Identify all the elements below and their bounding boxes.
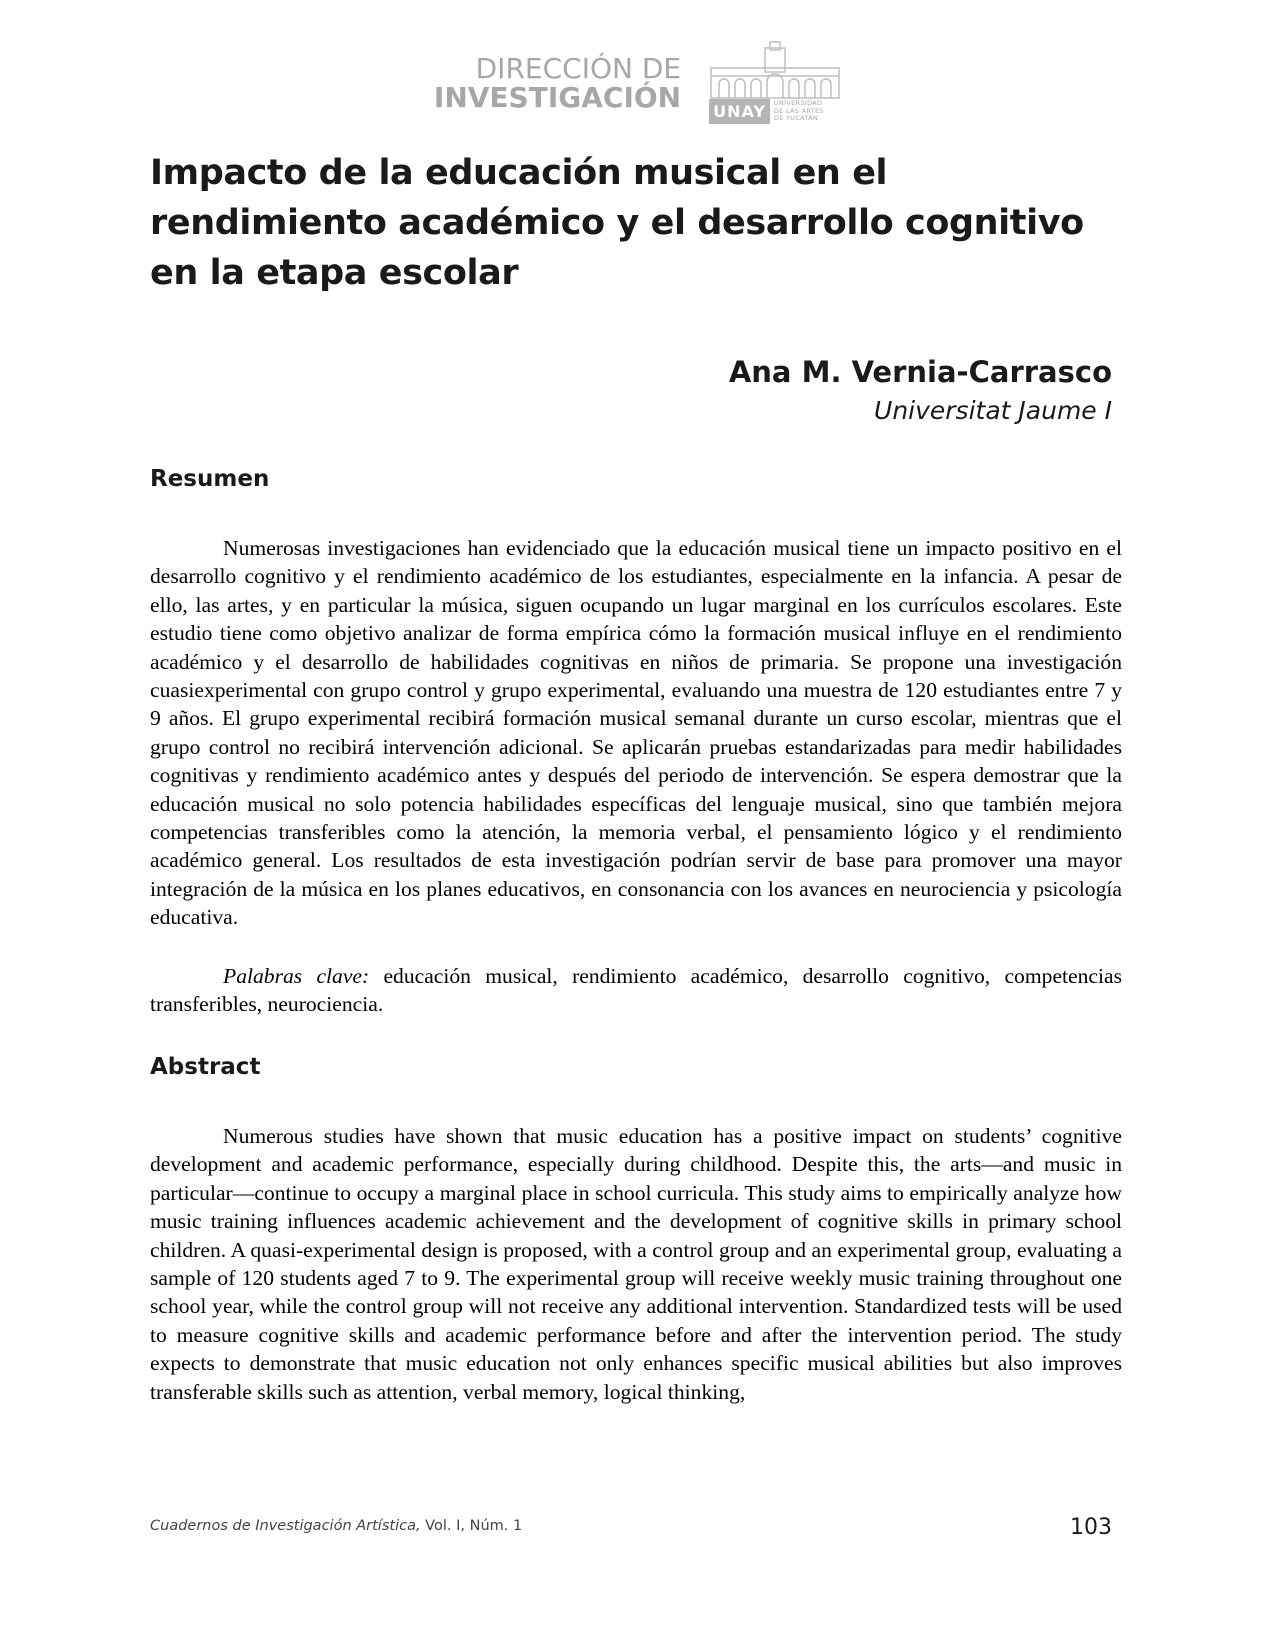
page-header [0, 40, 1275, 126]
abstract-paragraph [150, 1122, 1122, 1406]
keywords-text: educación musical, rendimiento académico, desarrollo cognitivo, competencias transferibles, neurociencia. [150, 964, 1122, 1017]
keywords-paragraph [150, 962, 1122, 1019]
article-title: Impacto de la educación musical en el rendimiento académico y el desarrollo cognitivo en la etapa escolar [150, 153, 1084, 293]
author-name: Ana M. Vernia-Carrasco [728, 355, 1112, 389]
journal-name: Cuadernos de Investigación Artística, [150, 1518, 421, 1534]
resumen-paragraph [150, 534, 1122, 932]
abstract-text: Numerous studies have shown that music education has a positive impact on students’ cognitive development and academic performance, especially during childhood. Despite this, the arts—and music in particular—continue to occupy a marginal place in school curricula. This study aims to empirically analyze how music training influences academic achievement and the development of cognitive skills in primary school children. A quasi-experimental design is proposed, with a control group and an experimental group, evaluating a sample of 120 students aged 7 to 9. The experimental group will receive weekly music training throughout one school year, while the control group will not receive any additional intervention. Standardized tests will be used to measure cognitive skills and academic performance before and after the intervention period. The study expects to demonstrate that music education not only enhances specific musical abilities but also improves transferable skills such as attention, verbal memory, logical thinking, [150, 1124, 1122, 1404]
journal-volume: Vol. I, Núm. 1 [420, 1518, 523, 1534]
keywords-label: Palabras clave: [223, 964, 370, 988]
header-line-2: INVESTIGACIÓN [433, 81, 682, 114]
resumen-text: Numerosas investigaciones han evidenciado que la educación musical tiene un impacto positivo en el desarrollo cognitivo y el rendimiento académico de los estudiantes, especialmente en la infancia. A pesar de ello, las artes, y en particular la música, siguen ocupando un lugar marginal en los currículos escolares. Este estudio tiene como objetivo analizar de forma empírica cómo la formación musical influye en el rendimiento académico y el desarrollo de habilidades cognitivas en niños de primaria. Se propone una investigación cuasiexperimental con grupo control y grupo experimental, evaluando una muestra de 120 estudiantes entre 7 y 9 años. El grupo experimental recibirá formación musical semanal durante un curso escolar, mientras que el grupo control no recibirá intervención adicional. Se aplicarán pruebas estandarizadas para medir habilidades cognitivas y rendimiento académico antes y después del periodo de intervención. Se espera demostrar que la educación musical no solo potencia habilidades específicas del lenguaje musical, sino que también mejora competencias transferibles como la atención, la memoria verbal, el pensamiento lógico y el rendimiento académico general. Los resultados de esta investigación podrían servir de base para promover una mayor integración de la música en los planes educativos, en consonancia con los avances en neurociencia y psicología educativa. [150, 536, 1122, 930]
footer-citation [150, 1518, 522, 1534]
header-line-1: DIRECCIÓN DE [475, 51, 682, 85]
author-affiliation: Universitat Jaume I [874, 396, 1112, 425]
resumen-heading: Resumen [150, 466, 270, 492]
header-title [433, 51, 682, 114]
logo-university-name: UNIVERSIDAD DE LAS ARTES DE YUCATÁN [773, 99, 824, 123]
page-number: 103 [1070, 1515, 1112, 1540]
logo-badge: UNAY [709, 99, 770, 124]
university-logo [709, 40, 841, 126]
abstract-heading: Abstract [150, 1054, 261, 1080]
author-block [729, 352, 1112, 430]
